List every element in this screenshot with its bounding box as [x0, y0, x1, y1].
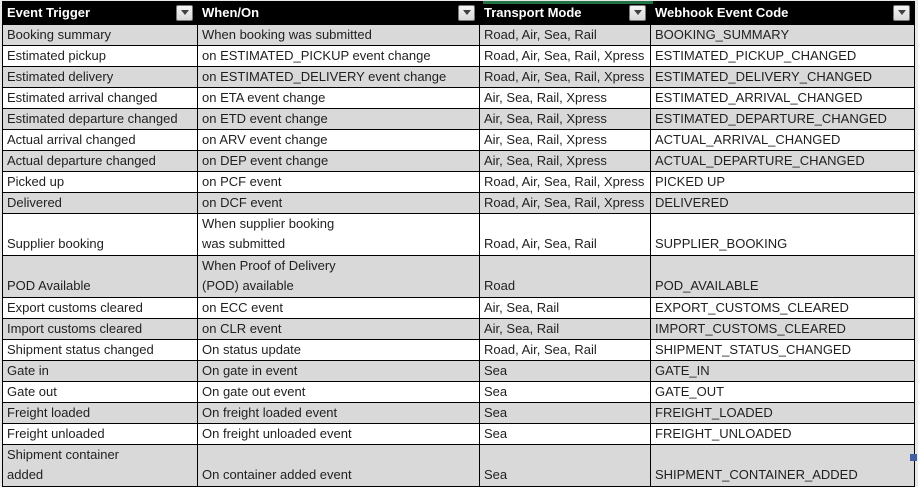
transport-mode-cell-text: Sea — [484, 384, 508, 399]
transport-mode-cell[interactable] — [480, 130, 651, 151]
webhook-code-cell[interactable] — [651, 214, 915, 256]
webhook-code-cell[interactable] — [651, 109, 915, 130]
when-on-cell[interactable] — [198, 67, 480, 88]
transport-mode-cell[interactable] — [480, 403, 651, 424]
transport-mode-cell[interactable] — [480, 67, 651, 88]
transport-mode-cell-text: Road, Air, Sea, Rail, Xpress — [484, 69, 645, 84]
transport-mode-cell[interactable] — [480, 340, 651, 361]
event-trigger-cell[interactable] — [3, 298, 198, 319]
table-row — [3, 424, 915, 445]
table-body — [3, 25, 915, 487]
webhook-code-cell-text: ACTUAL_ARRIVAL_CHANGED — [655, 132, 841, 147]
filter-arrow-icon — [898, 10, 906, 15]
when-on-cell[interactable] — [198, 130, 480, 151]
table-row — [3, 151, 915, 172]
transport-mode-cell[interactable] — [480, 319, 651, 340]
when-on-cell-text: on PCF event — [202, 174, 282, 189]
transport-mode-cell[interactable] — [480, 193, 651, 214]
event-trigger-cell-text: Estimated delivery — [7, 69, 114, 84]
table-row — [3, 445, 915, 487]
event-trigger-cell-text: added — [7, 467, 44, 482]
transport-mode-cell-text: Air, Sea, Rail — [484, 300, 560, 315]
event-trigger-cell[interactable] — [3, 382, 198, 403]
when-on-cell[interactable] — [198, 46, 480, 67]
when-on-cell[interactable] — [198, 193, 480, 214]
header-label: Webhook Event Code — [655, 4, 789, 20]
when-on-cell[interactable] — [198, 214, 480, 256]
event-trigger-cell-text: Estimated pickup — [7, 48, 106, 63]
when-on-cell-text: On freight unloaded event — [202, 426, 352, 441]
event-trigger-cell[interactable] — [3, 67, 198, 88]
event-trigger-cell[interactable] — [3, 445, 198, 487]
transport-mode-cell-text: Road, Air, Sea, Rail, Xpress — [484, 174, 645, 189]
transport-mode-cell[interactable] — [480, 382, 651, 403]
table-row — [3, 67, 915, 88]
webhook-code-cell-text: FREIGHT_UNLOADED — [655, 426, 792, 441]
transport-mode-cell-text: Air, Sea, Rail, Xpress — [484, 132, 607, 147]
when-on-cell[interactable] — [198, 382, 480, 403]
when-on-cell[interactable] — [198, 256, 480, 298]
table-resize-handle[interactable] — [910, 454, 917, 461]
webhook-code-cell-text: SHIPMENT_STATUS_CHANGED — [655, 342, 851, 357]
webhook-code-cell[interactable] — [651, 25, 915, 46]
header-label: Transport Mode — [484, 4, 582, 20]
event-trigger-cell-text: Estimated departure changed — [7, 111, 178, 126]
table-row — [3, 109, 915, 130]
event-trigger-cell[interactable] — [3, 46, 198, 67]
transport-mode-cell-text: Sea — [484, 467, 508, 482]
when-on-cell-text: On freight loaded event — [202, 405, 338, 420]
event-trigger-cell-text: Gate out — [7, 384, 57, 399]
transport-mode-cell[interactable] — [480, 151, 651, 172]
when-on-cell[interactable] — [198, 298, 480, 319]
transport-mode-cell[interactable] — [480, 25, 651, 46]
transport-mode-cell[interactable] — [480, 361, 651, 382]
transport-mode-cell-text: Air, Sea, Rail, Xpress — [484, 111, 607, 126]
event-trigger-cell-text: Freight unloaded — [7, 426, 105, 441]
table-row — [3, 382, 915, 403]
event-trigger-cell[interactable] — [3, 424, 198, 445]
table-row — [3, 130, 915, 151]
event-trigger-cell-text: POD Available — [7, 278, 91, 293]
when-on-cell-text: on ETA event change — [202, 90, 326, 105]
event-trigger-cell[interactable] — [3, 361, 198, 382]
when-on-cell-text: On gate out event — [202, 384, 306, 399]
when-on-cell[interactable] — [198, 25, 480, 46]
webhook-code-cell-text: SUPPLIER_BOOKING — [655, 236, 788, 251]
when-on-cell-text: When supplier booking — [202, 216, 335, 231]
when-on-cell[interactable] — [198, 445, 480, 487]
event-trigger-cell-text: Supplier booking — [7, 236, 104, 251]
transport-mode-cell-text: Air, Sea, Rail — [484, 321, 560, 336]
header-webhook-event-code[interactable] — [651, 2, 915, 25]
when-on-cell-text: (POD) available — [202, 278, 294, 293]
table-row — [3, 214, 915, 256]
transport-mode-cell[interactable] — [480, 298, 651, 319]
event-trigger-cell-text: Picked up — [7, 174, 65, 189]
table-row — [3, 25, 915, 46]
webhook-code-cell-text: ESTIMATED_DELIVERY_CHANGED — [655, 69, 872, 84]
webhook-code-cell[interactable] — [651, 256, 915, 298]
table-row — [3, 88, 915, 109]
when-on-cell-text: When booking was submitted — [202, 27, 372, 42]
transport-mode-cell-text: Sea — [484, 405, 508, 420]
webhook-code-cell[interactable] — [651, 88, 915, 109]
when-on-cell-text: on DEP event change — [202, 153, 329, 168]
webhook-code-cell-text: BOOKING_SUMMARY — [655, 27, 790, 42]
webhook-code-cell[interactable] — [651, 151, 915, 172]
table-row — [3, 298, 915, 319]
webhook-code-cell[interactable] — [651, 46, 915, 67]
when-on-cell[interactable] — [198, 109, 480, 130]
event-trigger-cell[interactable] — [3, 319, 198, 340]
event-trigger-cell[interactable] — [3, 25, 198, 46]
event-trigger-cell[interactable] — [3, 109, 198, 130]
when-on-cell[interactable] — [198, 172, 480, 193]
transport-mode-cell-text: Road, Air, Sea, Rail — [484, 27, 597, 42]
when-on-cell-text: was submitted — [202, 236, 286, 251]
table-row — [3, 256, 915, 298]
webhook-code-cell[interactable] — [651, 298, 915, 319]
when-on-cell[interactable] — [198, 361, 480, 382]
webhook-code-cell-text: SHIPMENT_CONTAINER_ADDED — [655, 467, 858, 482]
event-trigger-cell-text: Export customs cleared — [7, 300, 143, 315]
filter-dropdown-button[interactable] — [629, 5, 646, 21]
table-row — [3, 193, 915, 214]
header-row — [3, 2, 915, 25]
when-on-cell-text: on CLR event — [202, 321, 282, 336]
transport-mode-cell[interactable] — [480, 214, 651, 256]
when-on-cell[interactable] — [198, 151, 480, 172]
event-trigger-cell-text: Freight loaded — [7, 405, 91, 420]
webhook-code-cell-text: IMPORT_CUSTOMS_CLEARED — [655, 321, 846, 336]
event-trigger-cell-text: Delivered — [7, 195, 62, 210]
event-trigger-cell[interactable] — [3, 88, 198, 109]
webhook-code-cell[interactable] — [651, 403, 915, 424]
when-on-cell-text: on ESTIMATED_PICKUP event change — [202, 48, 431, 63]
when-on-cell-text: on ARV event change — [202, 132, 328, 147]
table-row — [3, 46, 915, 67]
webhook-code-cell-text: ACTUAL_DEPARTURE_CHANGED — [655, 153, 865, 168]
transport-mode-cell[interactable] — [480, 424, 651, 445]
webhook-code-cell-text: ESTIMATED_PICKUP_CHANGED — [655, 48, 857, 63]
filter-arrow-icon — [463, 10, 471, 15]
webhook-code-cell[interactable] — [651, 445, 915, 487]
event-trigger-cell-text: Estimated arrival changed — [7, 90, 158, 105]
event-trigger-cell[interactable] — [3, 130, 198, 151]
when-on-cell-text: on ECC event — [202, 300, 283, 315]
transport-mode-cell-text: Sea — [484, 363, 508, 378]
selection-border-top — [483, 1, 653, 4]
when-on-cell[interactable] — [198, 319, 480, 340]
transport-mode-cell-text: Sea — [484, 426, 508, 441]
transport-mode-cell[interactable] — [480, 109, 651, 130]
event-trigger-cell-text: Shipment status changed — [7, 342, 154, 357]
event-trigger-cell-text: Gate in — [7, 363, 49, 378]
webhook-code-cell[interactable] — [651, 361, 915, 382]
event-trigger-cell[interactable] — [3, 256, 198, 298]
filter-dropdown-button[interactable] — [176, 5, 193, 21]
webhook-code-cell-text: PICKED UP — [655, 174, 726, 189]
transport-mode-cell-text: Road, Air, Sea, Rail, Xpress — [484, 195, 645, 210]
event-trigger-cell[interactable] — [3, 403, 198, 424]
event-trigger-cell-text: Booking summary — [7, 27, 112, 42]
transport-mode-cell-text: Road, Air, Sea, Rail — [484, 236, 597, 251]
transport-mode-cell-text: Road, Air, Sea, Rail, Xpress — [484, 48, 645, 63]
webhook-code-cell[interactable] — [651, 172, 915, 193]
table-row — [3, 340, 915, 361]
event-trigger-cell-text: Shipment container — [7, 447, 120, 462]
webhook-code-cell[interactable] — [651, 340, 915, 361]
transport-mode-cell[interactable] — [480, 256, 651, 298]
transport-mode-cell[interactable] — [480, 46, 651, 67]
filter-dropdown-button[interactable] — [893, 5, 910, 21]
webhook-code-cell-text: EXPORT_CUSTOMS_CLEARED — [655, 300, 849, 315]
webhook-code-cell-text: DELIVERED — [655, 195, 729, 210]
webhook-code-cell[interactable] — [651, 193, 915, 214]
table-row — [3, 319, 915, 340]
event-trigger-cell[interactable] — [3, 172, 198, 193]
when-on-cell[interactable] — [198, 424, 480, 445]
header-label: Event Trigger — [7, 4, 91, 20]
webhook-code-cell-text: ESTIMATED_DEPARTURE_CHANGED — [655, 111, 887, 126]
spreadsheet-table — [2, 1, 915, 487]
transport-mode-cell[interactable] — [480, 172, 651, 193]
when-on-cell-text: on ETD event change — [202, 111, 328, 126]
when-on-cell-text: On container added event — [202, 467, 352, 482]
transport-mode-cell-text: Road, Air, Sea, Rail — [484, 342, 597, 357]
transport-mode-cell[interactable] — [480, 445, 651, 487]
transport-mode-cell-text: Air, Sea, Rail, Xpress — [484, 90, 607, 105]
event-webhook-table — [2, 1, 915, 487]
transport-mode-cell-text: Air, Sea, Rail, Xpress — [484, 153, 607, 168]
event-trigger-cell[interactable] — [3, 214, 198, 256]
when-on-cell-text: on ESTIMATED_DELIVERY event change — [202, 69, 447, 84]
header-transport-mode[interactable] — [480, 2, 651, 25]
when-on-cell-text: On gate in event — [202, 363, 298, 378]
when-on-cell-text: When Proof of Delivery — [202, 258, 336, 273]
when-on-cell[interactable] — [198, 403, 480, 424]
webhook-code-cell-text: POD_AVAILABLE — [655, 278, 759, 293]
event-trigger-cell-text: Actual departure changed — [7, 153, 156, 168]
header-when-on[interactable] — [198, 2, 480, 25]
webhook-code-cell[interactable] — [651, 382, 915, 403]
webhook-code-cell[interactable] — [651, 67, 915, 88]
event-trigger-cell[interactable] — [3, 193, 198, 214]
when-on-cell-text: on DCF event — [202, 195, 283, 210]
webhook-code-cell-text: FREIGHT_LOADED — [655, 405, 773, 420]
filter-dropdown-button[interactable] — [458, 5, 475, 21]
webhook-code-cell[interactable] — [651, 424, 915, 445]
when-on-cell-text: On status update — [202, 342, 302, 357]
table-row — [3, 172, 915, 193]
table-row — [3, 403, 915, 424]
event-trigger-cell[interactable] — [3, 151, 198, 172]
webhook-code-cell[interactable] — [651, 130, 915, 151]
webhook-code-cell-text: GATE_IN — [655, 363, 710, 378]
header-event-trigger[interactable] — [3, 2, 198, 25]
event-trigger-cell[interactable] — [3, 340, 198, 361]
filter-arrow-icon — [634, 10, 642, 15]
event-trigger-cell-text: Import customs cleared — [7, 321, 143, 336]
when-on-cell[interactable] — [198, 340, 480, 361]
table-row — [3, 361, 915, 382]
transport-mode-cell-text: Road — [484, 278, 516, 293]
webhook-code-cell-text: GATE_OUT — [655, 384, 725, 399]
transport-mode-cell[interactable] — [480, 88, 651, 109]
when-on-cell[interactable] — [198, 88, 480, 109]
event-trigger-cell-text: Actual arrival changed — [7, 132, 136, 147]
webhook-code-cell-text: ESTIMATED_ARRIVAL_CHANGED — [655, 90, 863, 105]
header-label: When/On — [202, 4, 260, 20]
table-header — [3, 2, 915, 25]
filter-arrow-icon — [181, 10, 189, 15]
webhook-code-cell[interactable] — [651, 319, 915, 340]
